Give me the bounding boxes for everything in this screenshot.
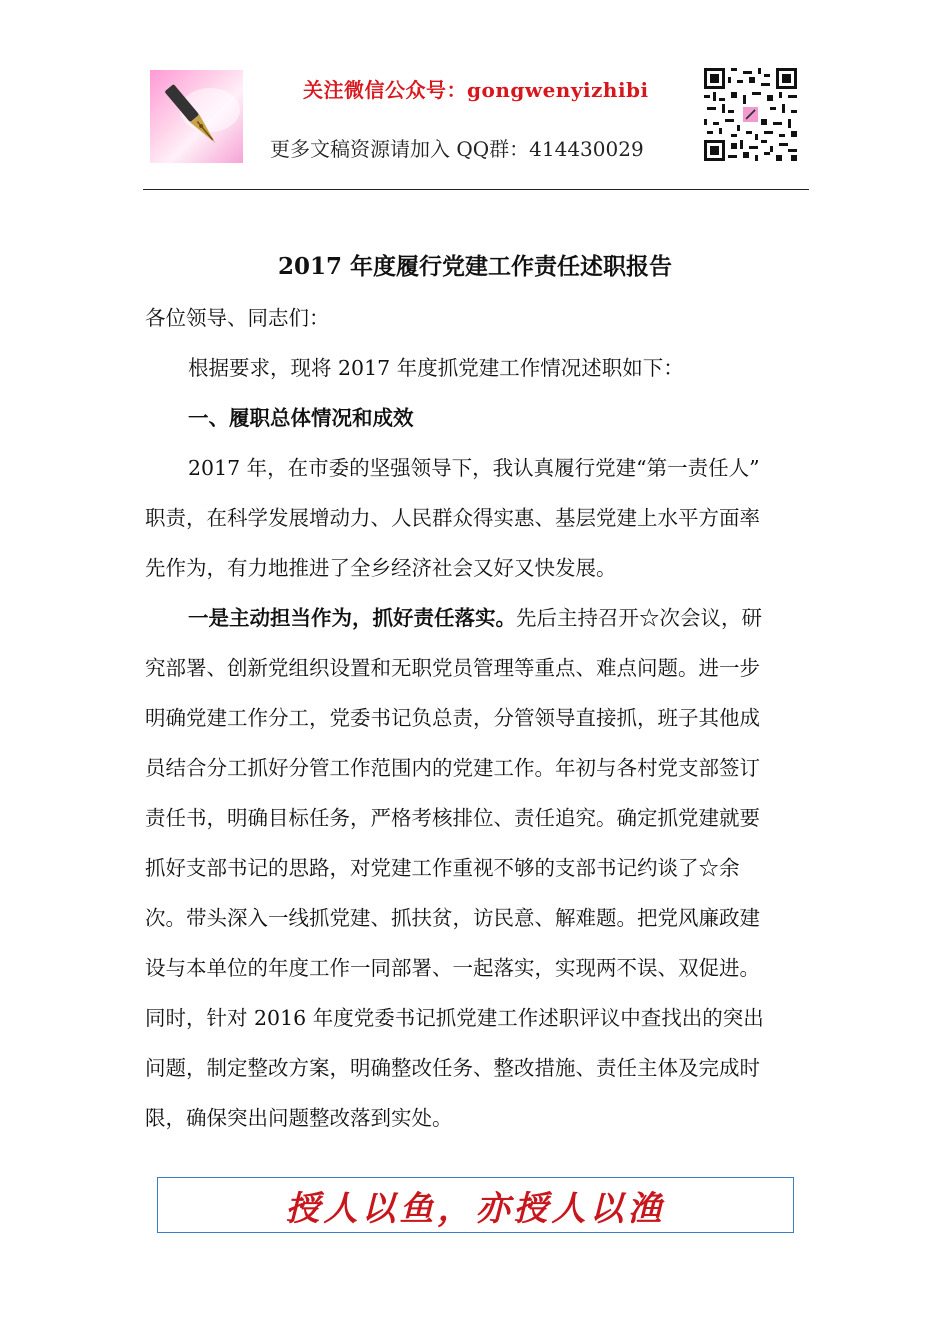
paragraph-line: 同时，针对 2016 年度党委书记抓党建工作述职评议中查找出的突出	[145, 1006, 764, 1030]
paragraph-line: 究部署、创新党组织设置和无职党员管理等重点、难点问题。进一步	[145, 656, 760, 680]
paragraph-line: 次。带头深入一线抓党建、抓扶贫，访民意、解难题。把党风廉政建	[145, 906, 760, 930]
section-heading: 一、履职总体情况和成效	[188, 406, 414, 430]
fountain-pen-icon	[150, 70, 243, 163]
intro-paragraph: 根据要求，现将 2017 年度抓党建工作情况述职如下：	[188, 356, 684, 380]
banner-slogan: 授人以鱼，亦授人以渔	[285, 1188, 666, 1229]
subheading-inline: 一是主动担当作为，抓好责任落实。	[188, 606, 516, 630]
paragraph-line: 先作为，有力地推进了全乡经济社会又好又快发展。	[145, 556, 617, 580]
paragraph-line: 明确党建工作分工，党委书记负总责，分管领导直接抓，班子其他成	[145, 706, 760, 730]
paragraph-line: 责任书，明确目标任务，严格考核排位、责任追究。确定抓党建就要	[145, 806, 760, 830]
footer-banner	[157, 1177, 794, 1233]
paragraph-line: 职责，在科学发展增动力、人民群众得实惠、基层党建上水平方面率	[145, 506, 760, 530]
paragraph-line: 抓好支部书记的思路，对党建工作重视不够的支部书记约谈了☆余	[145, 856, 740, 880]
qr-code-icon	[704, 68, 797, 161]
salutation: 各位领导、同志们：	[145, 306, 330, 330]
document-body	[145, 293, 815, 1143]
qq-group-line: 更多文稿资源请加入 QQ群：414430029	[270, 137, 644, 161]
paragraph-line: 设与本单位的年度工作一同部署、一起落实，实现两不误、双促进。	[145, 956, 760, 980]
paragraph-line: 限，确保突出问题整改落到实处。	[145, 1106, 453, 1130]
header-divider	[143, 189, 809, 190]
document-title: 2017 年度履行党建工作责任述职报告	[277, 253, 673, 280]
paragraph-line: 2017 年，在市委的坚强领导下，我认真履行党建“第一责任人”	[188, 456, 760, 480]
paragraph-text: 先后主持召开☆次会议，研	[516, 606, 762, 630]
paragraph-line: 问题，制定整改方案，明确整改任务、整改措施、责任主体及完成时	[145, 1056, 760, 1080]
wechat-account-line: 关注微信公众号：gongwenyizhibi	[303, 78, 649, 102]
paragraph-line: 员结合分工抓好分管工作范围内的党建工作。年初与各村党支部签订	[145, 756, 760, 780]
paragraph-line	[145, 593, 815, 643]
